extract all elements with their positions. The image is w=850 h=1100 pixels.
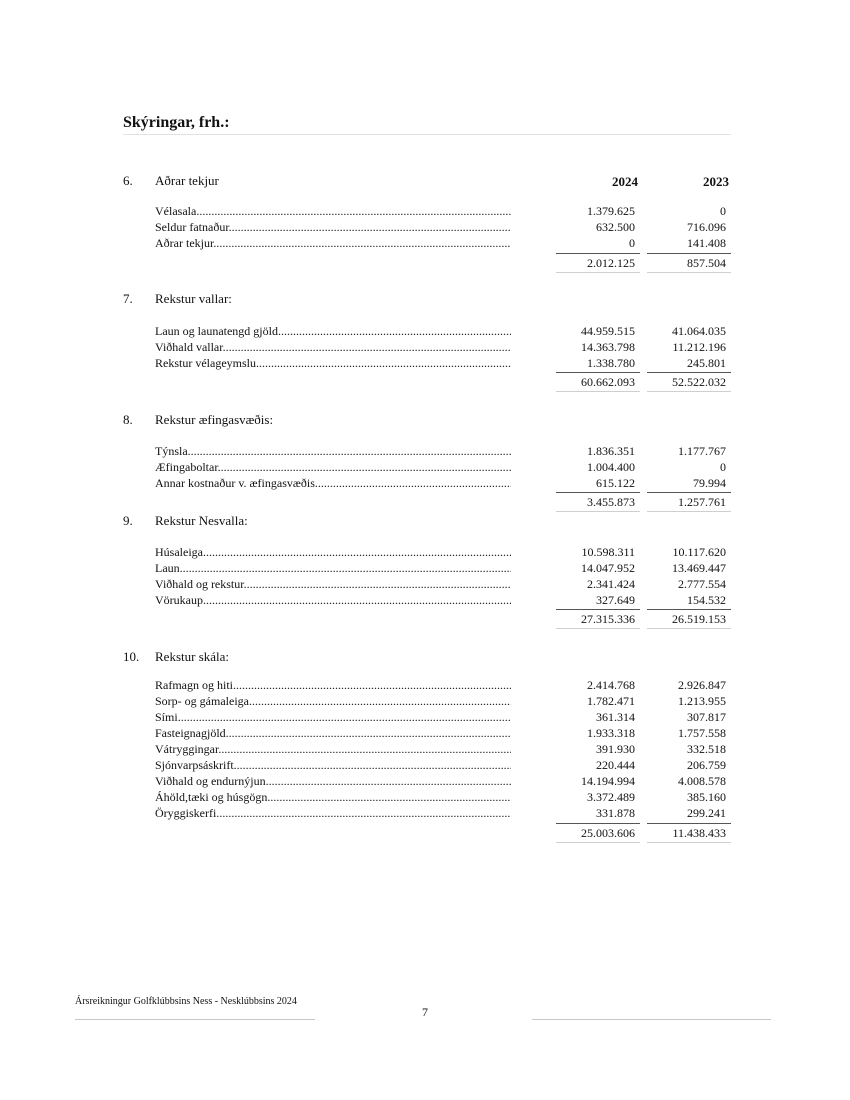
page-title: Skýringar, frh.: — [123, 114, 731, 135]
total-2023: 1.257.761 — [678, 495, 726, 509]
section-number: 10. — [123, 649, 140, 664]
total-rule — [556, 253, 640, 254]
value-2023: 0 — [720, 460, 726, 474]
total-underline — [556, 272, 640, 273]
total-rule — [556, 372, 640, 373]
page-number: 7 — [422, 1005, 428, 1019]
total-underline — [647, 511, 731, 512]
value-2023: 13.469.447 — [672, 561, 726, 575]
total-underline — [556, 628, 640, 629]
value-2023: 10.117.620 — [672, 545, 726, 559]
value-2023: 0 — [720, 204, 726, 218]
row-label: Sími ..... — [155, 710, 511, 725]
table-row — [0, 545, 850, 561]
table-row — [0, 790, 850, 806]
total-rule — [647, 253, 731, 254]
value-2024: 1.836.351 — [587, 444, 635, 458]
total-2023: 11.438.433 — [672, 826, 726, 840]
section-number: 6. — [123, 173, 133, 188]
section-title: Aðrar tekjur — [155, 173, 219, 188]
total-underline — [647, 842, 731, 843]
row-label: Aðrar tekjur ..... — [155, 236, 511, 251]
value-2023: 332.518 — [687, 742, 726, 756]
value-2023: 1.757.558 — [678, 726, 726, 740]
row-label: Rekstur vélageymslu ..... — [155, 356, 511, 371]
value-2024: 14.194.994 — [581, 774, 635, 788]
value-2023: 154.532 — [687, 593, 726, 607]
total-rule — [556, 609, 640, 610]
value-2024: 327.649 — [596, 593, 635, 607]
table-row — [0, 324, 850, 340]
value-2024: 2.414.768 — [587, 678, 635, 692]
total-rule — [647, 492, 731, 493]
total-rule — [647, 823, 731, 824]
row-label: Rafmagn og hiti ..... — [155, 678, 511, 693]
section-total-row — [0, 253, 850, 271]
section-number: 7. — [123, 291, 133, 306]
value-2024: 220.444 — [596, 758, 635, 772]
section-total-row — [0, 823, 850, 841]
value-2024: 2.341.424 — [587, 577, 635, 591]
table-row — [0, 806, 850, 822]
section-number: 8. — [123, 412, 133, 427]
value-2023: 2.777.554 — [678, 577, 726, 591]
total-underline — [647, 628, 731, 629]
row-label: Húsaleiga ..... — [155, 545, 511, 560]
table-row — [0, 476, 850, 492]
table-row — [0, 460, 850, 476]
section-title: Rekstur Nesvalla: — [155, 513, 248, 528]
value-2023: 141.408 — [687, 236, 726, 250]
row-label: Viðhald og endurnýjun ..... — [155, 774, 511, 789]
year-current-header: 2024 — [612, 174, 638, 189]
total-rule — [556, 492, 640, 493]
value-2024: 14.363.798 — [581, 340, 635, 354]
total-2023: 26.519.153 — [672, 612, 726, 626]
row-label: Æfingaboltar ..... — [155, 460, 511, 475]
table-row — [0, 340, 850, 356]
value-2023: 385.160 — [687, 790, 726, 804]
value-2024: 361.314 — [596, 710, 635, 724]
total-underline — [647, 272, 731, 273]
section-total-row — [0, 609, 850, 627]
table-row — [0, 204, 850, 220]
value-2024: 3.372.489 — [587, 790, 635, 804]
row-label: Týnsla ..... — [155, 444, 511, 459]
row-label: Fasteignagjöld ..... — [155, 726, 511, 741]
table-row — [0, 577, 850, 593]
value-2024: 331.878 — [596, 806, 635, 820]
table-row — [0, 694, 850, 710]
value-2024: 615.122 — [596, 476, 635, 490]
value-2024: 1.338.780 — [587, 356, 635, 370]
value-2023: 11.212.196 — [672, 340, 726, 354]
row-label: Laun ..... — [155, 561, 511, 576]
row-label: Vátryggingar ..... — [155, 742, 511, 757]
value-2023: 206.759 — [687, 758, 726, 772]
value-2023: 716.096 — [687, 220, 726, 234]
value-2024: 0 — [629, 236, 635, 250]
total-underline — [556, 511, 640, 512]
row-label: Annar kostnaður v. æfingasvæðis ..... — [155, 476, 511, 491]
value-2024: 1.933.318 — [587, 726, 635, 740]
value-2023: 41.064.035 — [672, 324, 726, 338]
section-title: Rekstur vallar: — [155, 291, 232, 306]
row-label: Vélasala ..... — [155, 204, 511, 219]
value-2023: 1.177.767 — [678, 444, 726, 458]
row-label: Laun og launatengd gjöld ..... — [155, 324, 511, 339]
row-label: Áhöld,tæki og húsgögn ..... — [155, 790, 511, 805]
total-2024: 25.003.606 — [581, 826, 635, 840]
section-title: Rekstur æfingasvæðis: — [155, 412, 274, 427]
footer-document-title: Ársreikningur Golfklúbbsins Ness - Nesklúbbsins 2024 — [75, 996, 297, 1007]
value-2024: 44.959.515 — [581, 324, 635, 338]
value-2023: 245.801 — [687, 356, 726, 370]
value-2023: 307.817 — [687, 710, 726, 724]
table-row — [0, 236, 850, 252]
total-underline — [647, 391, 731, 392]
table-row — [0, 710, 850, 726]
row-label: Öryggiskerfi ..... — [155, 806, 511, 821]
total-2024: 27.315.336 — [581, 612, 635, 626]
table-row — [0, 593, 850, 609]
total-2023: 52.522.032 — [672, 375, 726, 389]
total-underline — [556, 842, 640, 843]
total-underline — [556, 391, 640, 392]
row-label: Sjónvarpsáskrift ..... — [155, 758, 511, 773]
section-total-row — [0, 372, 850, 390]
value-2024: 10.598.311 — [581, 545, 635, 559]
table-row — [0, 726, 850, 742]
row-label: Viðhald og rekstur ..... — [155, 577, 511, 592]
value-2024: 1.782.471 — [587, 694, 635, 708]
table-row — [0, 742, 850, 758]
total-rule — [647, 609, 731, 610]
value-2024: 14.047.952 — [581, 561, 635, 575]
value-2024: 1.004.400 — [587, 460, 635, 474]
value-2023: 299.241 — [687, 806, 726, 820]
table-row — [0, 774, 850, 790]
row-label: Seldur fatnaður ..... — [155, 220, 511, 235]
value-2023: 1.213.955 — [678, 694, 726, 708]
value-2024: 391.930 — [596, 742, 635, 756]
section-title: Rekstur skála: — [155, 649, 230, 664]
value-2024: 1.379.625 — [587, 204, 635, 218]
year-previous-header: 2023 — [703, 174, 729, 189]
value-2024: 632.500 — [596, 220, 635, 234]
footer-rule-right — [532, 1019, 771, 1020]
total-2023: 857.504 — [687, 256, 726, 270]
row-label: Sorp- og gámaleiga ..... — [155, 694, 511, 709]
value-2023: 4.008.578 — [678, 774, 726, 788]
total-rule — [556, 823, 640, 824]
total-2024: 3.455.873 — [587, 495, 635, 509]
table-row — [0, 758, 850, 774]
table-row — [0, 220, 850, 236]
total-2024: 2.012.125 — [587, 256, 635, 270]
section-number: 9. — [123, 513, 133, 528]
table-row — [0, 561, 850, 577]
value-2023: 79.994 — [693, 476, 726, 490]
value-2023: 2.926.847 — [678, 678, 726, 692]
table-row — [0, 444, 850, 460]
total-2024: 60.662.093 — [581, 375, 635, 389]
table-row — [0, 678, 850, 694]
row-label: Viðhald vallar ..... — [155, 340, 511, 355]
footer-rule-left — [75, 1019, 315, 1020]
section-total-row — [0, 492, 850, 510]
total-rule — [647, 372, 731, 373]
row-label: Vörukaup ..... — [155, 593, 511, 608]
table-row — [0, 356, 850, 372]
